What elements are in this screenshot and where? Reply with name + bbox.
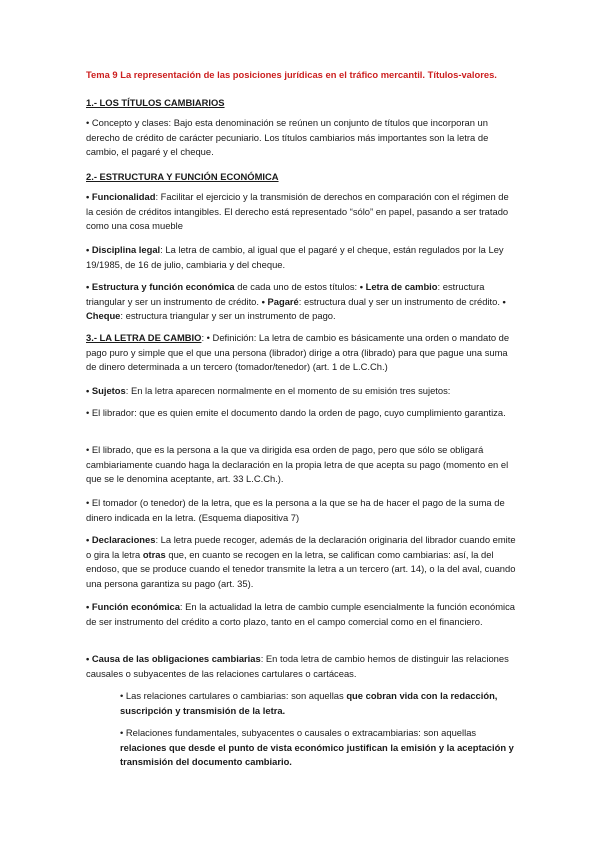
- paragraph-estructura-titulos: [86, 280, 516, 324]
- label-funcion-economica: • Función económica: [86, 601, 180, 612]
- text-declaraciones-2: que, en cuanto se recogen en la letra, se califican como cambiarias: así, la del endoso, que se produce cuando el tenedor transmite la letra a un tercero (art. 14), o la del aval, cuando una persona garantiza su pago (art. 35).: [86, 548, 516, 589]
- text-causa-obligaciones: : En toda letra de cambio hemos de distinguir las relaciones causales o subyacentes de las relaciones cartulares o cartáceas.: [86, 653, 509, 679]
- label-causa-obligaciones: • Causa de las obligaciones cambiarias: [86, 653, 261, 664]
- label-funcionalidad: • Funcionalidad: [86, 191, 156, 202]
- label-estructura: • Estructura y función económica: [86, 281, 235, 292]
- paragraph-funcion-economica: [86, 600, 516, 629]
- label-letra-de-cambio: • Letra de cambio: [359, 281, 438, 292]
- paragraph-librador: • El librador: que es quien emite el documento dando la orden de pago, cuyo cumplimiento garantiza.: [86, 407, 506, 418]
- paragraph-disciplina-legal: [86, 243, 516, 272]
- label-pagare: • Pagaré: [261, 295, 299, 307]
- text-definicion: : • Definición: La letra de cambio es básicamente una orden o mandato de pago puro y simple que el que una persona (librador) dirige a otra (librado) para que pague una suma de dinero determinada a un tercero (tomador/tenedor) (art. 1 de L.C.Ch.): [86, 332, 510, 373]
- text-declaraciones-1: : La letra puede recoger, además de la declaración originaria del librador cuando emite o gira la letra: [86, 534, 516, 560]
- text-relaciones-fundamentales: • Relaciones fundamentales, subyacentes o causales o extracambiarias: son aquellas: [120, 727, 477, 738]
- paragraph-tomador: • El tomador (o tenedor) de la letra, que es la persona a la que se ha de hacer el pago de la suma de dinero indicada en la letra. (Esquema diapositiva 7): [86, 497, 505, 523]
- text-disciplina-legal: : La letra de cambio, al igual que el pagaré y el cheque, están regulados por la Ley 19/1985, de 16 de julio, cambiaria y del cheque.: [86, 244, 504, 270]
- paragraph-letra-de-cambio: [86, 331, 516, 375]
- section-heading-titulos-cambiarios: 1.- LOS TÍTULOS CAMBIARIOS: [86, 97, 225, 108]
- label-sujetos: • Sujetos: [86, 385, 126, 396]
- text-sujetos: : En la letra aparecen normalmente en el momento de su emisión tres sujetos:: [125, 385, 451, 396]
- paragraph-relaciones-cartulares: [120, 689, 516, 718]
- text-funcion-economica: : En la actualidad la letra de cambio cumple esencialmente la función económica de ser instrumento del crédito a corto plazo, tanto en el campo comercial como en el financiero.: [86, 601, 516, 627]
- document-title: Tema 9 La representación de las posiciones jurídicas en el tráfico mercantil. Títulos-valores.: [86, 69, 497, 80]
- text-letra-de-cambio: : estructura triangular y ser un instrumento de crédito.: [86, 281, 485, 307]
- label-disciplina-legal: • Disciplina legal: [86, 244, 161, 255]
- paragraph-sujetos: [86, 384, 516, 399]
- text-declaraciones-otras: otras: [142, 548, 166, 560]
- section-heading-estructura-funcion: 2.- ESTRUCTURA Y FUNCIÓN ECONÓMICA: [86, 171, 279, 182]
- text-funcionalidad: : Facilitar el ejercicio y la transmisión de derechos en comparación con el régimen de la cesión de créditos intangibles. El derecho está representado “sólo” en papel, pasando a ser tratado como una cosa mueble: [86, 191, 509, 232]
- paragraph-funcionalidad: [86, 190, 516, 234]
- paragraph-librado: • El librado, que es la persona a la que va dirigida esa orden de pago, pero que sólo se obligará cambiariamente cuando haga la declaración en la propia letra de que acepta su pago (momento en el que se le denomina aceptante, art. 33 L.C.Ch.).: [86, 444, 509, 485]
- text-relaciones-cartulares: • Las relaciones cartulares o cambiarias: son aquellas: [120, 690, 347, 701]
- label-cheque: • Cheque: [86, 295, 506, 322]
- paragraph-causa-obligaciones: [86, 652, 516, 681]
- paragraph-declaraciones: [86, 533, 516, 591]
- text-relaciones-cartulares-bold: que cobran vida con la redacción, suscripción y transmisión de la letra.: [120, 690, 498, 716]
- text-pagare: : estructura dual y ser un instrumento de crédito.: [298, 295, 503, 307]
- label-declaraciones: • Declaraciones: [86, 534, 156, 545]
- text-estructura: de cada uno de estos títulos:: [234, 281, 360, 292]
- section-heading-letra-de-cambio: 3.- LA LETRA DE CAMBIO: [86, 332, 202, 343]
- text-relaciones-fundamentales-bold: relaciones que desde el punto de vista económico justifican la emisión y la aceptación y transmisión del documento cambiario.: [120, 741, 514, 768]
- paragraph-relaciones-fundamentales: [120, 726, 516, 770]
- paragraph-concepto-clases: • Concepto y clases: Bajo esta denominación se reúnen un conjunto de títulos que incorporan un derecho de crédito de carácter pecuniario. Los títulos cambiarios más importantes son la letra de cambio, el pagaré y el cheque.: [86, 117, 489, 158]
- text-cheque: : estructura triangular y ser un instrumento de pago.: [120, 310, 336, 322]
